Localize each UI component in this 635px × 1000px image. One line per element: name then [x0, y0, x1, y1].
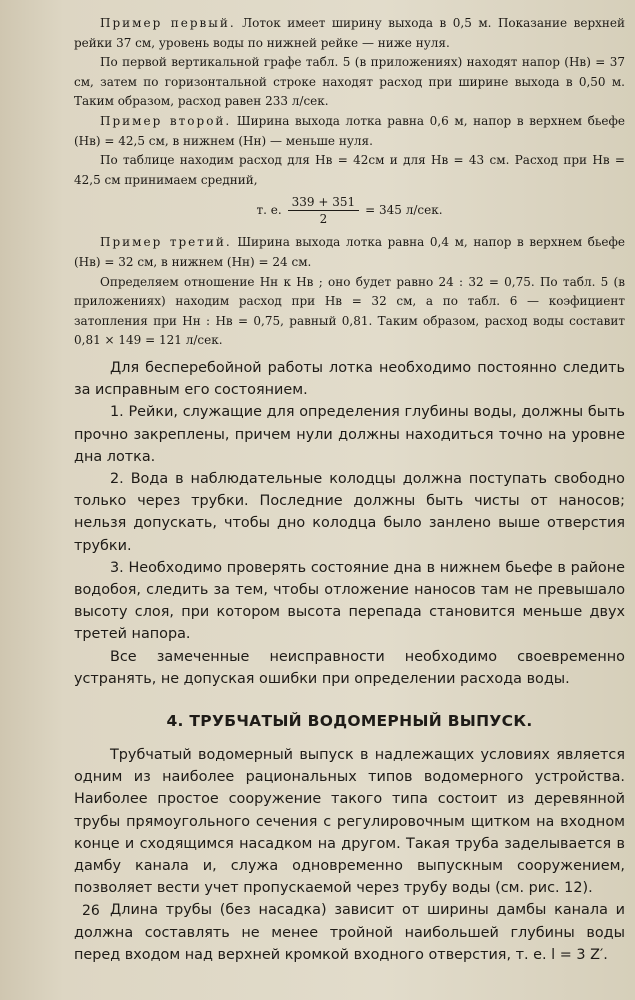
page-number: 26 [82, 903, 100, 919]
example-three-text: Ширина выхода лотка равна 0,4 м, напор в верхнем бьефе (Hв) = 32 см, в нижнем (Hн) = 24 см. [74, 235, 625, 269]
pipe-outlet-section [74, 744, 625, 966]
maintenance-section [74, 357, 625, 690]
pipe-outlet-paragraph-1: Трубчатый водомерный выпуск в надлежащих условиях является одним из наиболее рациональных типов водомерного устройства. Наиболее простое сооружение такого типа состоит из деревянной трубы прямоугольного сечения с регулировочным щитком на входном конце и сходящимся насадком на другом. Такая труба заделывается в дамбу канала и, служа одновременно выпускным сооружением, позволяет вести учет пропускаемой через трубу воды (см. рис. 12). [74, 746, 625, 897]
formula-denominator: 2 [319, 212, 328, 227]
example-two-title: Пример второй. [100, 113, 232, 128]
example-one [74, 14, 625, 53]
example-three-solution: Определяем отношение Hн к Hв ; оно будет равно 24 : 32 = 0,75. По табл. 5 (в приложениях) находим расход при Hв = 32 см, а по табл. 6 — коэфициент затопления при Hн : Hв = 0,75, равный 0,81. Таким образом, расход воды составит 0,81 × 149 = 121 л/сек. [74, 274, 625, 348]
example-three-title: Пример третий. [100, 235, 232, 250]
maintenance-item-3: 3. Необходимо проверять состояние дна в нижнем бьефе в районе водобоя, следить за тем, чтобы отложение наносов там не превышало высоту слоя, при котором высота перепада становится меньше двух третей напора. [74, 559, 625, 643]
example-three [74, 233, 625, 272]
average-formula [74, 194, 625, 227]
maintenance-item-1: 1. Рейки, служащие для определения глубины воды, должны быть прочно закреплены, причем нули должны находиться точно на уровне дна лотка. [74, 404, 625, 465]
example-one-text: Лоток имеет ширину выхода в 0,5 м. Показание верхней рейки 37 см, уровень воды по нижней рейке — ниже нуля. [74, 16, 625, 50]
formula-fraction [288, 194, 360, 227]
maintenance-conclusion: Все замеченные неисправности необходимо своевременно устранять, не допуская ошибки при определении расхода воды. [74, 648, 625, 687]
section-heading: 4. ТРУБЧАТЫЙ ВОДОМЕРНЫЙ ВЫПУСК. [166, 711, 533, 730]
pipe-outlet-paragraph-2: Длина трубы (без насадка) зависит от ширины дамбы канала и должна составлять не менее тройной наибольшей глубины воды перед входом над верхней кромкой входного отверстия, т. е. l = 3 Z′. [74, 902, 625, 963]
formula-result: = 345 л/сек. [365, 203, 443, 218]
formula-prefix: т. е. [256, 203, 282, 218]
maintenance-item-2: 2. Вода в наблюдательные колодцы должна поступать свободно только через трубки. Последние должны быть чисты от наносов; нельзя допускать, чтобы дно колодца было занлено выше отверстия трубки. [74, 470, 625, 554]
example-one-solution: По первой вертикальной графе табл. 5 (в приложениях) находят напор (Hв) = 37 см, затем по горизонтальной строке находят расход при ширине выхода в 0,50 м. Таким образом, расход равен 233 л/сек. [74, 55, 625, 109]
maintenance-intro: Для бесперебойной работы лотка необходимо постоянно следить за исправным его состоянием. [74, 359, 625, 399]
example-two [74, 112, 625, 151]
formula-numerator: 339 + 351 [288, 194, 360, 211]
example-one-title: Пример первый. [100, 16, 236, 30]
example-two-solution: По таблице находим расход для Hв = 42см и для Hв = 43 см. Расход при Hв = 42,5 см принимаем средний, [74, 153, 625, 187]
example-two-text: Ширина выхода лотка равна 0,6 м, напор в верхнем бьефе (Hв) = 42,5 см, в нижнем (Hн) — меньше нуля. [74, 113, 625, 148]
examples-section [74, 14, 625, 351]
